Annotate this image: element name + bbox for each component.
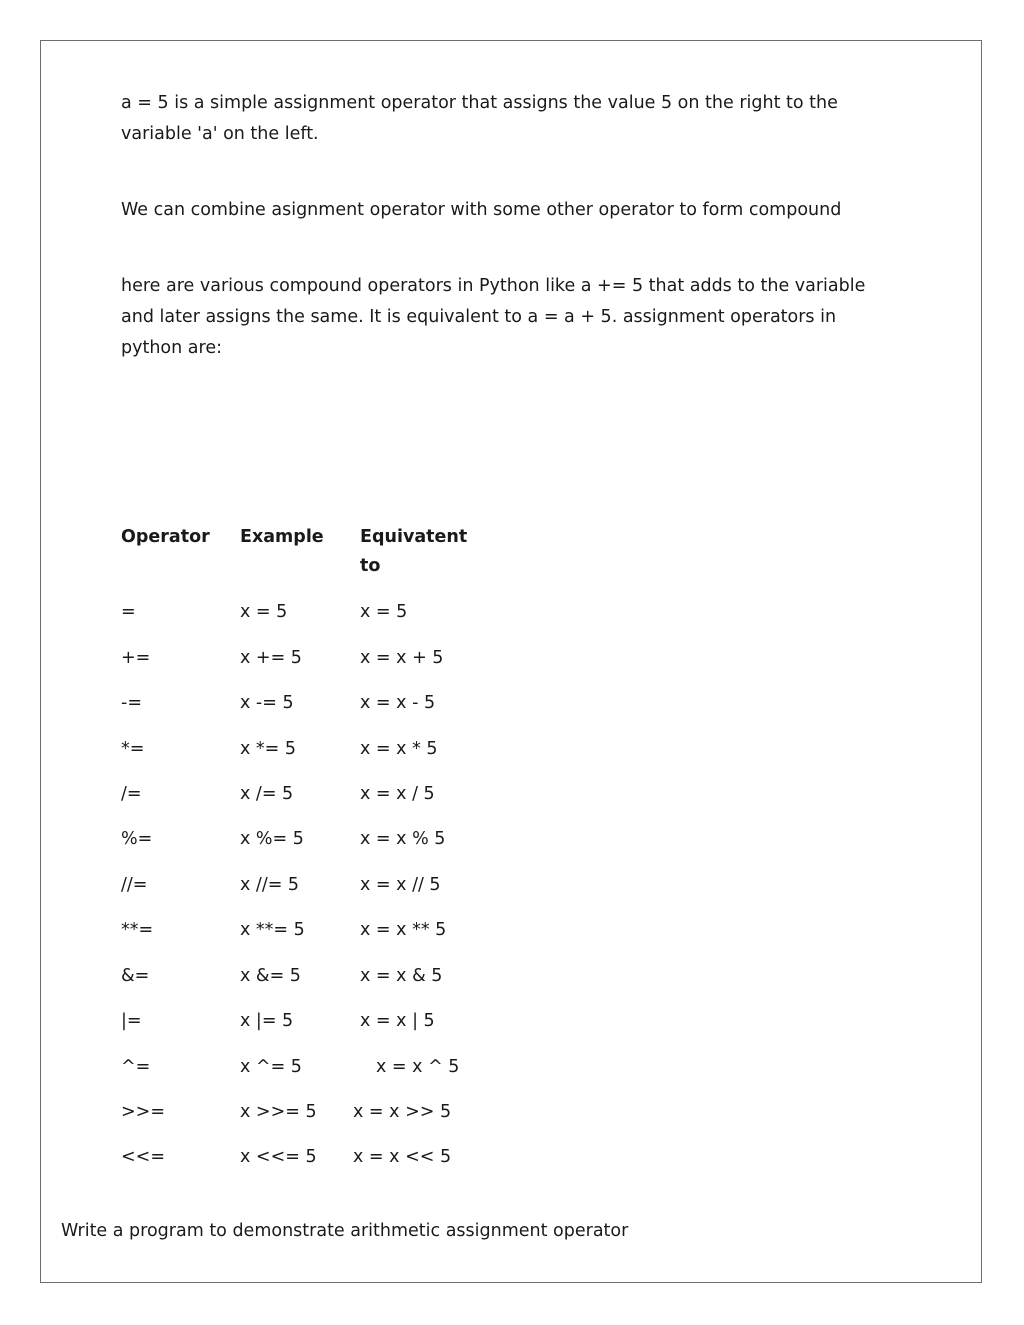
table-cell-example: x &= 5 <box>240 966 301 986</box>
table-cell-example: x -= 5 <box>240 693 294 713</box>
table-cell-equivalent: x = x // 5 <box>360 875 441 895</box>
table-cell-equivalent: x = x ^ 5 <box>376 1057 460 1077</box>
table-cell-operator: **= <box>121 920 154 940</box>
paragraph-simple-assignment: a = 5 is a simple assignment operator that assigns the value 5 on the right to the variable 'a' on the left. <box>121 93 838 144</box>
table-cell-operator: <<= <box>121 1147 165 1167</box>
table-cell-equivalent: x = x / 5 <box>360 784 435 804</box>
table-cell-example: x /= 5 <box>240 784 294 804</box>
table-cell-operator: *= <box>121 739 145 759</box>
table-cell-operator: >>= <box>121 1102 165 1122</box>
table-cell-operator: /= <box>121 784 142 804</box>
paragraph-compound-operators: here are various compound operators in Python like a += 5 that adds to the variable and later assigns the same. It is equivalent to a = a + 5. assignment operators in python are: <box>121 276 866 358</box>
table-cell-example: x ^= 5 <box>240 1057 302 1077</box>
table-cell-equivalent: x = x - 5 <box>360 693 436 713</box>
table-cell-example: x = 5 <box>240 602 288 622</box>
table-cell-equivalent: x = x << 5 <box>353 1147 452 1167</box>
exercise-prompt: Write a program to demonstrate arithmetic assignment operator <box>61 1221 629 1241</box>
table-cell-operator: ^= <box>121 1057 151 1077</box>
table-cell-operator: -= <box>121 693 142 713</box>
table-cell-example: x <<= 5 <box>240 1147 317 1167</box>
table-cell-equivalent: x = x * 5 <box>360 739 438 759</box>
table-header-operator: Operator <box>121 527 210 547</box>
table-cell-example: x %= 5 <box>240 829 304 849</box>
page-frame <box>40 40 982 1283</box>
table-cell-operator: //= <box>121 875 148 895</box>
table-cell-equivalent: x = x ** 5 <box>360 920 447 940</box>
table-cell-operator: = <box>121 602 136 622</box>
table-cell-example: x **= 5 <box>240 920 305 940</box>
table-cell-example: x |= 5 <box>240 1011 294 1031</box>
table-cell-equivalent: x = x & 5 <box>360 966 443 986</box>
table-cell-example: x >>= 5 <box>240 1102 317 1122</box>
table-cell-operator: |= <box>121 1011 142 1031</box>
table-cell-example: x //= 5 <box>240 875 300 895</box>
paragraph-compound-intro: We can combine asignment operator with some other operator to form compound <box>121 200 842 220</box>
table-cell-operator: += <box>121 648 151 668</box>
table-cell-equivalent: x = x % 5 <box>360 829 446 849</box>
table-cell-operator: &= <box>121 966 150 986</box>
table-cell-equivalent: x = x >> 5 <box>353 1102 452 1122</box>
table-cell-example: x += 5 <box>240 648 302 668</box>
table-cell-example: x *= 5 <box>240 739 297 759</box>
table-header-equivalent: Equivatent to <box>360 527 468 576</box>
table-cell-equivalent: x = x + 5 <box>360 648 444 668</box>
table-cell-operator: %= <box>121 829 153 849</box>
table-cell-equivalent: x = x | 5 <box>360 1011 435 1031</box>
table-header-example: Example <box>240 527 324 547</box>
table-cell-equivalent: x = 5 <box>360 602 408 622</box>
